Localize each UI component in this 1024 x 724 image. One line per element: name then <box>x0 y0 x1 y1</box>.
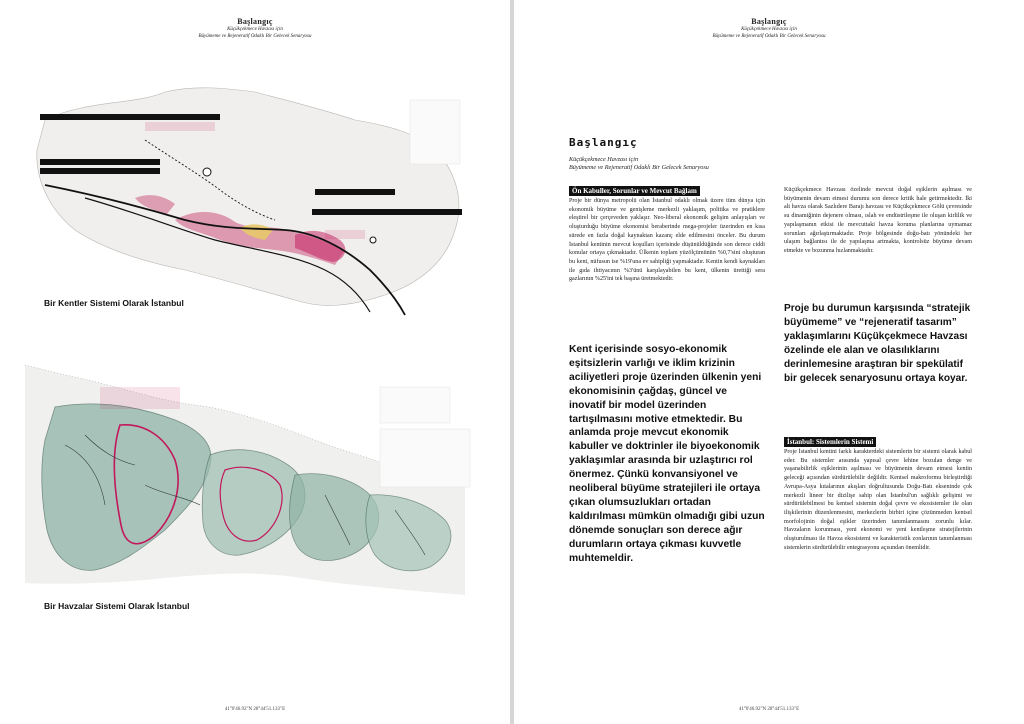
right-page-header <box>514 17 1024 40</box>
section-1-body: Proje bir dünya metropolü olan İstanbul odaklı olmak üzere tüm dünya için ekonomik büyüme ve genişleme merkezli yaklaşım, politika ve pratiklere eleştirel bir çerçeveden yaklaşır. Neo-liberal ekonomik gelişim anlayışları ve oluşturduğu büyüme ekonomisi beraberinde mega-projeler üzerinden en kısa sürede en fazla doğal kaynaktan kazanç elde edilmesini önceler. Bu durum İstanbul kentinin mevcut koşulları içerisinde düşünüldüğünde son derece ciddi konular ortaya çıkmaktadır. Ülkenin toplam yüzölçümünün %0,7'sini oluşturan bu kent, nüfusun ise %19'una ev sahipliği yapmaktadır. Kentin kendi kaynakları ile gıda ihtiyacının %3'ünü karşılayabilen bu kent, ülkenin ürettiği sera gazlarının %25'ini tek başına üretmektedir. <box>569 198 765 283</box>
right-header-title: Başlangıç <box>751 17 787 26</box>
left-header-sub1: Küçükçekmece Havzası için <box>227 27 283 32</box>
istanbul-cities-map <box>25 80 485 330</box>
left-header-title: Başlangıç <box>237 17 273 26</box>
column-2-intro: Küçükçekmece Havzası özelinde mevcut doğal eşiklerin aşılması ve büyümenin devam etmesi durumu son derece kritik hale getirmektedir. İki alt havza olarak Sazlıdere Barajı havzası ve Küçükçekmece Gölü çevresinde su dinamiğinin dejenere olması, ıslah ve endüstrileşme ile oluşan kirlilik ve yapılaşmanın etkisi ile mevcuttaki havza koruma planlarına uymamaz sorunları ağırlaştırmaktadır. Proje bölgesinde doğu-batı yönündeki her ulaşım bağlantısı ile de yapılaşma artmakta, kontrolsüz büyüme devam etmekte ve bozunma hızlanmaktadır. <box>784 187 972 254</box>
chapter-subtitle-line1: Küçükçekmece Havzası için <box>569 156 639 163</box>
section-2-heading: İstanbul: Sistemlerin Sistemi <box>784 437 876 447</box>
istanbul-basins-map <box>25 345 485 605</box>
right-header-sub2: Büyümeme ve Rejeneratif Odaklı Bir Gelecek Senaryosu <box>712 34 826 39</box>
pull-quote-1: Kent içerisinde sosyo-ekonomik eşitsizlerin varlığı ve iklim krizinin aciliyetleri proje üzerinden ülkenin yeni ekonomisinin çağdaş, güncel ve inovatif bir model üzerinden tartışılmasını motive etmektedir. Bu anlamda proje mevcut ekonomik kabuller ve doktrinler ile biyoekonomik yaklaşımlar arasında bir uzlaştırıcı rol önermez. Çünkü konvansiyonel ve neoliberal büyüme stratejileri ile ortaya çıkan olumsuzlukları ortadan kaldırılması mümkün olmadığı gibi uzun dönemde sonuçları son derece ağır durumların ortaya çıkması kuvvetle muhtemeldir. <box>569 344 765 564</box>
right-page <box>514 0 1024 724</box>
left-footer-coordinates: 41°0'46.92"N 28°44'51.133"E <box>224 707 286 712</box>
section-1-heading: Ön Kabuller, Sorunlar ve Mevcut Bağlam <box>569 186 700 196</box>
basins-map-label: Bir Havzalar Sistemi Olarak İstanbul <box>44 601 190 611</box>
chapter-subtitle-line2: Büyümeme ve Rejeneratif Odaklı Bir Gelecek Senaryosu <box>569 164 709 171</box>
cities-map-label: Bir Kentler Sistemi Olarak İstanbul <box>44 298 184 308</box>
right-header-sub1: Küçükçekmece Havzası için <box>741 27 797 32</box>
chapter-title: Başlangıç <box>569 136 638 149</box>
column-1-section-1 <box>569 186 765 330</box>
right-footer-coordinates: 41°0'46.92"N 28°44'51.133"E <box>738 707 800 712</box>
pull-quote-2: Proje bu durumun karşısında “stratejik büyümeme” ve “rejeneratif tasarım” yaklaşımlarını Küçükçekmece Havzası özelinde ele alan ve olasılıklarını derinlemesine araştıran bir spekülatif bir gelecek senaryosunu ortaya koyar. <box>784 303 971 384</box>
left-page-header <box>0 17 510 40</box>
left-page <box>0 0 510 724</box>
chapter-subtitle <box>569 156 709 172</box>
left-header-sub2: Büyümeme ve Rejeneratif Odaklı Bir Gelecek Senaryosu <box>198 34 312 39</box>
section-2-body: Proje İstanbul kentini farklı karakterdeki sistemlerin bir sistemi olarak kabul eder. Bu sistemler arasında yapısal çevre lehine bozulan denge ve yaşanabilirlik eşiklerinin aşılması ve büyümenin devam etmesi kentin geleceği açısından sürdürülebilir değildir. Kentsel makroformu birleştirdiği Avrupa-Asya kıtalarının akışları doğrultusunda Doğu-Batı ekseninde çok merkezli lineer bir dizilişe sahip olan İstanbul'un sağlıklı gelişimi ve sürdürülebilmesi bu kentsel sistemin doğal çevre ve ekosistemler ile olan ilişkilerinin düzenlenmesini, merkezlerin birbiri içine çözünmeden kentsel morfolojinin doğal eşikler üzerinden tanımlanmasını zorunlu kılar. Havzaların korunması, yeni ekonomi ve yeni kentleşme stratejilerinin oluşturulması ile Havza ekosistemi ve karakteristik zonlarının tanımlanması sistemlerin sürdürülebilir entegrasyonu açısından önemlidir. <box>784 449 972 551</box>
column-2-section-2 <box>784 437 972 589</box>
